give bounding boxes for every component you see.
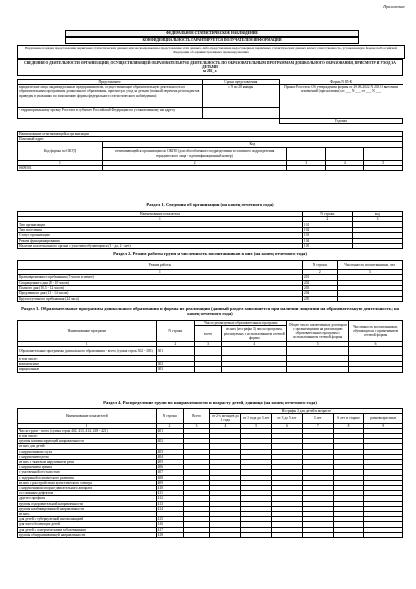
s2-hn-1: 1 bbox=[18, 270, 303, 275]
table-row bbox=[18, 367, 403, 372]
org-num-1: 1 bbox=[18, 160, 103, 165]
table-row bbox=[18, 296, 403, 301]
s3-h-total: всего bbox=[195, 326, 222, 342]
s2-row-num: 203 bbox=[302, 285, 337, 290]
s4-row-label: из них с тяжелым нарушением речи bbox=[18, 460, 157, 465]
header-line1: ФЕДЕРАЛЬНОЕ СТАТИСТИЧЕСКОЕ НАБЛЮДЕНИЕ bbox=[65, 30, 359, 37]
s3-hn-2: 2 bbox=[156, 342, 195, 347]
section2-title: Раздел 2. Режим работы групп и численность воспитанников в них (на конец отчетного года) bbox=[113, 251, 307, 256]
section2-table bbox=[17, 260, 403, 302]
s3-hn-4: 4 bbox=[222, 342, 287, 347]
s4-row-num: 411 bbox=[156, 491, 183, 496]
form-title-text: СВЕДЕНИЯ О ДЕЯТЕЛЬНОСТИ ОРГАНИЗАЦИИ, ОСУЩЕСТВЛЯЮЩЕЙ ОБРАЗОВАТЕЛЬНУЮ ДЕЯТЕЛЬНОСТЬ ПО ОБРАЗОВАТЕЛЬНЫМ ПРОГРАММАМ ДОШКОЛЬНОГО ОБРАЗОВАНИЯ, ПРИСМОТР И УХОД ЗА ДЕТЬМИ bbox=[24, 61, 396, 70]
s4-row-num: 409 bbox=[156, 480, 183, 485]
s4-body bbox=[18, 428, 403, 537]
section3-title: Раздел 3. Образовательные программы дошкольного образования и формы их реализации (данный раздел заполняется при наличии лицензии на образовательную деятельность; на конец отчетного года) bbox=[21, 306, 399, 317]
s4-h-total: Всего bbox=[183, 409, 210, 424]
report-period: Годовая bbox=[279, 119, 402, 124]
s3-row-label: парциальные bbox=[18, 367, 157, 372]
s4-hn-4: 4 bbox=[210, 423, 241, 428]
s4-h-name: Наименование показателей bbox=[18, 409, 157, 424]
s2-h-count: Численность воспитанников, чел bbox=[337, 261, 402, 270]
s2-h-line: N строки bbox=[302, 261, 337, 270]
s3-h-count: Число реализуемых образовательных программ bbox=[195, 321, 287, 326]
s4-row-num: 406 bbox=[156, 465, 183, 470]
s1-row-label: Тип поселения bbox=[18, 227, 303, 232]
s1-row-label: Режим функционирования bbox=[18, 238, 303, 243]
s4-h-1y-3y: от 1 года до 3 лет bbox=[241, 414, 272, 423]
s4-row-label: для детей с туберкулезной интоксикацией bbox=[18, 517, 157, 522]
approval-order: Приказ Росстата: Об утверждении формы от 29.06.2022 N 203 О внесении изменений (при наличии) от ___ N ___ от ___ N ___ bbox=[279, 85, 402, 119]
s2-row-num: 202 bbox=[302, 280, 337, 285]
s1-row-num: 105 bbox=[302, 243, 352, 248]
header-warning: Нарушение порядка представления первичных статистических данных или несвоевременное представление этих данных, либо представление недостоверных первичных статистических данных влечет ответственность, установленную Кодексом Российской Федерации об административных правонарушениях bbox=[17, 45, 405, 59]
s1-row-num: 103 bbox=[302, 233, 352, 238]
section3-table bbox=[17, 320, 403, 373]
s4-row-num: 405 bbox=[156, 460, 183, 465]
s2-row-label: Круглосуточного пребывания (24 часа) bbox=[18, 296, 303, 301]
s3-h-network: из них (из графы 3) число программ, реализуемых с использованием сетевой формы bbox=[222, 326, 287, 342]
s4-row-label: из них: bbox=[18, 512, 157, 517]
s3-row-num: 302 bbox=[156, 361, 195, 366]
s4-row-num: 402 bbox=[156, 439, 183, 444]
s4-row-label: группы оздоровительной направленности bbox=[18, 501, 157, 506]
s3-row-num: 303 bbox=[156, 367, 195, 372]
org-num-2: 2 bbox=[102, 160, 287, 165]
s4-row-label: с нарушениями слуха bbox=[18, 449, 157, 454]
s4-row-label: с умственной отсталостью bbox=[18, 470, 157, 475]
s3-h-line: N строки bbox=[156, 321, 195, 342]
s2-hn-3: 3 bbox=[337, 270, 402, 275]
s4-hn-6: 6 bbox=[272, 423, 303, 428]
s3-row-label: комплексные bbox=[18, 361, 157, 366]
s4-cell bbox=[183, 532, 210, 537]
s4-h-line: N строки bbox=[156, 409, 183, 424]
okud-label: Код формы по ОКУД bbox=[18, 142, 103, 160]
s3-h-program: Наименование программ bbox=[18, 321, 157, 342]
submit-to-deadline bbox=[202, 108, 279, 119]
s4-h-5y: 5 лет bbox=[302, 414, 333, 423]
s2-row-label: Кратковременного пребывания (5 часов и менее) bbox=[18, 275, 303, 280]
okud-code: 0609501 bbox=[18, 165, 103, 170]
form-year: за 202_ г. bbox=[202, 69, 218, 74]
s4-row-label: другого профиля bbox=[18, 496, 157, 501]
s4-row-label: с задержкой психического развития bbox=[18, 475, 157, 480]
s4-hn-1: 1 bbox=[18, 423, 157, 428]
submit-who: юридические лица, индивидуальные предприниматели, осуществляющие образовательную деятельность по образовательным программам дошкольного образования, присмотр и уход за детьми (полный перечень респондентов приведен в указаниях по заполнению формы федерального статистического наблюдения): bbox=[18, 85, 203, 108]
s1-h-code: код bbox=[352, 212, 402, 217]
s4-row-label: из них с расстройством аутистического спектра bbox=[18, 480, 157, 485]
s4-row-label: для часто болеющих детей bbox=[18, 522, 157, 527]
appendix-label: Приложение bbox=[383, 4, 405, 9]
s4-row-label: с нарушением речи bbox=[18, 454, 157, 459]
section4-table bbox=[17, 408, 403, 538]
s4-row-label: Число групп - всего (сумма строк 402, 413, 414, 418 - 421) bbox=[18, 428, 157, 433]
s4-row-num: 413 bbox=[156, 501, 183, 506]
org-num-3: 3 bbox=[287, 160, 326, 165]
s4-row-label: в том числе: bbox=[18, 434, 157, 439]
s4-row-num: 414 bbox=[156, 506, 183, 511]
s1-row-num: 101 bbox=[302, 222, 352, 227]
s1-row-num: 102 bbox=[302, 227, 352, 232]
s4-hn-5: 5 bbox=[241, 423, 272, 428]
table-row bbox=[18, 243, 403, 248]
s4-cell bbox=[333, 532, 364, 537]
s2-row-label: Продленного дня (13 - 14 часов) bbox=[18, 291, 303, 296]
section1-title: Раздел 1. Сведения об организации (на конец отчетного года) bbox=[146, 202, 274, 207]
s2-hn-2: 2 bbox=[302, 270, 337, 275]
s4-row-num: 407 bbox=[156, 470, 183, 475]
table-row bbox=[18, 532, 403, 537]
header-line2: КОНФИДЕНЦИАЛЬНОСТЬ ГАРАНТИРУЕТСЯ ПОЛУЧАТЕЛЕМ ИНФОРМАЦИИ bbox=[65, 37, 359, 44]
s4-cell bbox=[241, 532, 272, 537]
s1-hn-3: 3 bbox=[352, 217, 402, 222]
s2-row-num: 204 bbox=[302, 291, 337, 296]
s3-hn-1: 1 bbox=[18, 342, 157, 347]
s3-row-label: Образовательные программы дошкольного образования - всего (сумма строк 302 - 303) bbox=[18, 347, 157, 356]
s2-row-label: Полного дня (10,5 - 12 часов) bbox=[18, 285, 303, 290]
s4-row-label: из них для детей: bbox=[18, 444, 157, 449]
org-table bbox=[17, 131, 403, 171]
s4-row-num: 418 bbox=[156, 532, 183, 537]
submit-deadline-header: Сроки представления bbox=[202, 80, 279, 85]
section4-title: Раздел 4. Распределение групп по направленности и возрасту детей, единица (на конец отчетного года) bbox=[103, 400, 317, 405]
submit-to: - территориальному органу Росстата в субъекте Российской Федерации по установленному им адресу bbox=[18, 108, 203, 119]
s4-row-num: 408 bbox=[156, 475, 183, 480]
s4-row-label: группы комбинированной направленности bbox=[18, 506, 157, 511]
s3-h-pupils: Численность воспитанников, обучающихся с применением сетевой формы bbox=[349, 321, 403, 342]
s4-row-num: 415 bbox=[156, 517, 183, 522]
s1-row-num: 104 bbox=[302, 238, 352, 243]
s4-h-2m-1y: от 2-х месяцев до 1 года bbox=[211, 414, 239, 423]
s4-row-num: 403 bbox=[156, 449, 183, 454]
submit-table bbox=[17, 79, 403, 124]
s4-h-mixed: разновозрастные bbox=[364, 414, 403, 423]
s4-cell bbox=[272, 532, 303, 537]
s4-hn-3: 3 bbox=[183, 423, 210, 428]
org-name-label: Наименование отчитывающейся организации bbox=[18, 132, 403, 137]
s3-hn-3: 3 bbox=[195, 342, 222, 347]
s4-h-3y-5y: от 3 до 5 лет bbox=[272, 414, 303, 423]
s4-hn-2: 2 bbox=[156, 423, 183, 428]
form-number: Форма N 85-К bbox=[279, 80, 402, 85]
s4-row-label: группы общеразвивающей направленности bbox=[18, 532, 157, 537]
okpo-label: отчитывающейся организации по ОКПО (для обособленного подразделения и головного подразделения юридического лица - идентификационный номер) bbox=[102, 147, 287, 160]
s3-row-num: 301 bbox=[156, 347, 195, 356]
s4-row-label: с нарушением зрения bbox=[18, 465, 157, 470]
s4-hn-9: 9 bbox=[364, 423, 403, 428]
submit-who-header: Представляют: bbox=[18, 80, 203, 85]
s4-row-num: 410 bbox=[156, 486, 183, 491]
code-label: Код bbox=[102, 142, 402, 147]
s4-row-num: 404 bbox=[156, 454, 183, 459]
org-address-label: Почтовый адрес bbox=[18, 137, 403, 142]
s1-row-label: Статус организации bbox=[18, 233, 303, 238]
s1-hn-2: 2 bbox=[302, 217, 352, 222]
s4-row-num: 417 bbox=[156, 527, 183, 532]
s1-hn-1: 1 bbox=[18, 217, 303, 222]
org-num-4: 4 bbox=[325, 160, 364, 165]
s4-row-num: 401 bbox=[156, 428, 183, 433]
s3-row-label: в том числе: bbox=[18, 356, 157, 361]
s1-row-label: Наличие коллегиального органа с участием обучающихся (1 - да, 2 - нет) bbox=[18, 243, 303, 248]
s3-hn-6: 6 bbox=[349, 342, 403, 347]
submit-deadline: с 9 по 20 января bbox=[202, 85, 279, 108]
s2-row-num: 205 bbox=[302, 296, 337, 301]
s4-h-age: Из графы 3 для детей в возрасте bbox=[210, 409, 403, 414]
s4-row-num: 416 bbox=[156, 522, 183, 527]
s1-h-line: N строки bbox=[302, 212, 352, 217]
s4-row-label: для детей с аллергическими заболеваниями bbox=[18, 527, 157, 532]
s2-h-mode: Режим работы bbox=[18, 261, 303, 270]
s1-row-label: Тип организации bbox=[18, 222, 303, 227]
s4-cell bbox=[210, 532, 241, 537]
org-num-5: 5 bbox=[364, 160, 403, 165]
s4-row-label: с нарушениями опорно-двигательного аппарата bbox=[18, 486, 157, 491]
s4-hn-7: 7 bbox=[302, 423, 333, 428]
s4-row-num: 412 bbox=[156, 496, 183, 501]
form-title bbox=[17, 59, 403, 76]
section1-table bbox=[17, 211, 403, 249]
s2-row-label: Сокращенного дня (8 - 10 часов) bbox=[18, 280, 303, 285]
s1-h-name: Наименование показателя bbox=[18, 212, 303, 217]
s3-h-contracts: Общее число заключенных договоров с организациями на реализацию образовательных программ с использованием сетевой формы bbox=[287, 321, 349, 342]
s4-row-label: со сложным дефектом bbox=[18, 491, 157, 496]
table-row bbox=[18, 347, 403, 356]
s4-row-label: группы компенсирующей направленности bbox=[18, 439, 157, 444]
s4-h-6y: 6 лет и старше bbox=[333, 414, 364, 423]
s4-cell bbox=[302, 532, 333, 537]
s4-cell bbox=[364, 532, 403, 537]
s3-hn-5: 5 bbox=[287, 342, 349, 347]
s4-hn-8: 8 bbox=[333, 423, 364, 428]
s2-row-num: 201 bbox=[302, 275, 337, 280]
